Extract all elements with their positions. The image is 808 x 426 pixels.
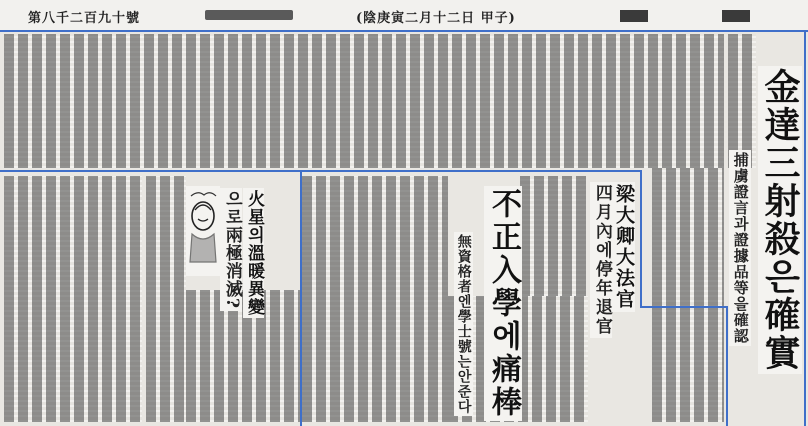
text-columns-left <box>4 176 142 422</box>
text-columns-yang <box>520 176 586 296</box>
boundary-step-horizontal <box>640 306 728 308</box>
boundary-vertical-left <box>300 172 302 426</box>
text-columns-top <box>4 34 724 168</box>
boundary-top <box>0 30 808 32</box>
issue-number: 第八千二百九十號 <box>28 11 141 26</box>
boundary-right-edge <box>804 30 806 426</box>
text-columns-center <box>302 176 448 422</box>
edition-mark <box>722 10 750 22</box>
issue-date: (陰庚寅二月十二日 甲子) <box>356 11 516 26</box>
boundary-step-vertical <box>726 306 728 426</box>
headline-mars-warming: 火星의溫暖異變 <box>244 190 264 316</box>
section-mark <box>620 10 648 22</box>
headline-admission-fraud: 不正入學에痛棒 <box>486 188 521 419</box>
portrait-sketch-icon <box>186 186 220 276</box>
masthead <box>0 0 808 32</box>
subhead-justice-retirement: 四月內에停年退官 <box>591 184 612 336</box>
headline-justice-retirement: 梁大卿大法官 <box>613 184 635 310</box>
text-columns-right <box>652 168 724 422</box>
boundary-mid-horizontal <box>0 170 640 172</box>
subhead-admission-fraud: 無資格者엔學士號는안준다 <box>455 234 472 414</box>
masthead-nameplate-box <box>205 10 293 20</box>
text-columns-far-right <box>728 34 756 168</box>
text-columns-mars <box>146 176 186 422</box>
subhead-kim-dalsam: 捕虜證言과證據品等을確認 <box>729 150 751 346</box>
subhead-mars-warming: 으로兩極消滅? <box>221 190 242 309</box>
boundary-vertical-right <box>640 170 642 308</box>
headline-kim-dalsam: 金達三射殺은確實 <box>759 68 801 372</box>
